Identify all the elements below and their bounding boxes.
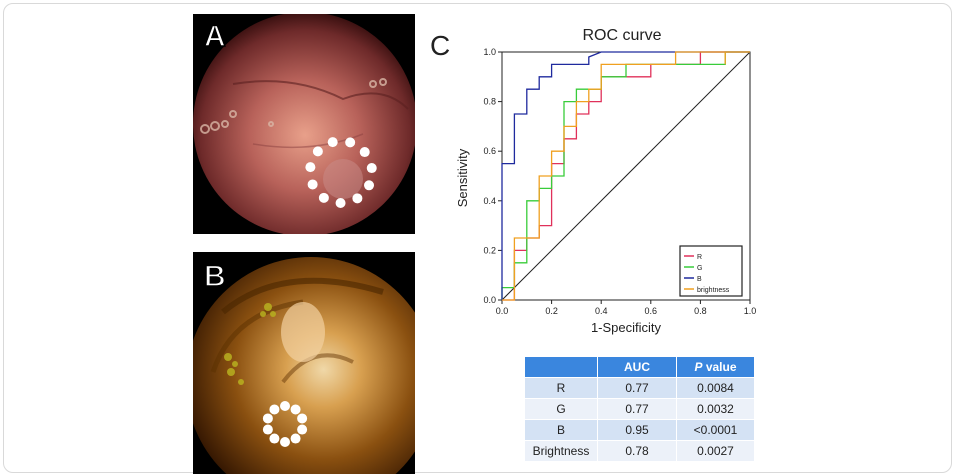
row-label: Brightness xyxy=(525,441,598,462)
row-auc: 0.77 xyxy=(598,399,677,420)
x-tick-label: 0.0 xyxy=(495,306,509,316)
row-label: G xyxy=(525,399,598,420)
table-row xyxy=(525,441,755,462)
header-empty xyxy=(525,357,598,378)
row-auc: 0.78 xyxy=(598,441,677,462)
legend-label-R: R xyxy=(697,254,703,261)
chart-title: ROC curve xyxy=(582,27,662,44)
y-tick-label: 0.2 xyxy=(483,245,496,256)
row-label: B xyxy=(525,420,598,441)
y-tick-label: 1.0 xyxy=(483,47,496,57)
y-tick-label: 0.0 xyxy=(483,295,496,305)
row-auc: 0.95 xyxy=(598,420,677,441)
row-p-value: 0.0032 xyxy=(677,399,755,420)
table-row xyxy=(525,399,755,420)
panel-label-b: B xyxy=(204,260,226,293)
row-p-value: 0.0084 xyxy=(677,378,755,399)
endoscopy-image-b xyxy=(193,252,415,474)
row-auc: 0.77 xyxy=(598,378,677,399)
row-p-value: 0.0027 xyxy=(677,441,755,462)
endoscopy-image-a xyxy=(193,14,415,234)
legend-label-G: G xyxy=(697,265,703,272)
row-label: R xyxy=(525,378,598,399)
legend-label-brightness: brightness xyxy=(697,287,730,294)
table-header-row xyxy=(525,357,755,378)
x-tick-label: 1.0 xyxy=(743,306,757,316)
table-row xyxy=(525,378,755,399)
y-tick-label: 0.4 xyxy=(483,195,496,206)
legend xyxy=(680,246,742,296)
auc-table xyxy=(525,357,755,461)
y-tick-label: 0.6 xyxy=(483,146,496,157)
x-tick-label: 0.4 xyxy=(594,306,608,316)
row-p-value: <0.0001 xyxy=(677,420,755,441)
header-p-value: P value xyxy=(677,357,755,378)
y-axis-label: Sensitivity xyxy=(455,148,470,208)
x-tick-label: 0.6 xyxy=(644,306,658,316)
x-tick-label: 0.8 xyxy=(694,306,707,316)
panel-label-a: A xyxy=(204,20,226,53)
y-tick-label: 0.8 xyxy=(483,96,496,107)
legend-label-B: B xyxy=(697,276,702,283)
roc-chart xyxy=(450,20,770,340)
panel-label-c: C xyxy=(430,30,451,61)
table-row xyxy=(525,420,755,441)
x-axis-label: 1-Specificity xyxy=(590,320,662,335)
x-tick-label: 0.2 xyxy=(545,306,558,316)
header-auc: AUC xyxy=(598,357,677,378)
